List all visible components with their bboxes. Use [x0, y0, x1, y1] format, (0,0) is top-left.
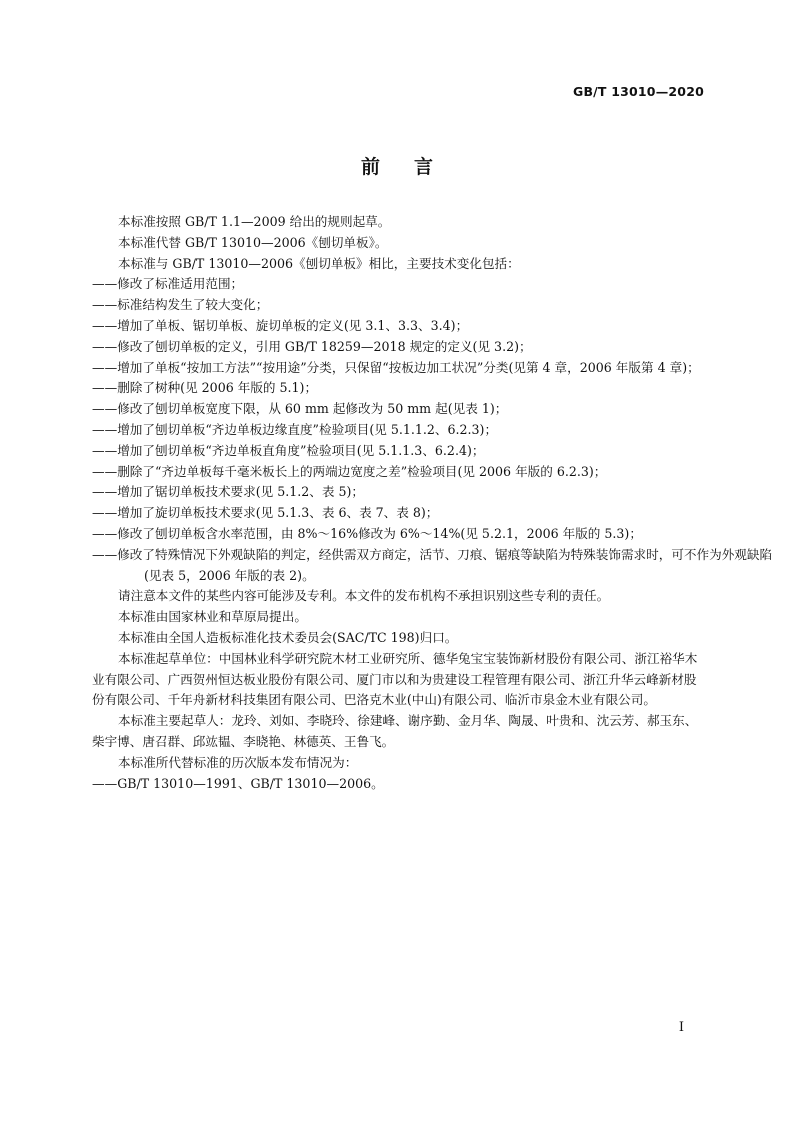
change-item: ——删除了“齐边单板每千毫米板长上的两端边宽度之差”检验项目(见 2006 年版的 6.2.3)； — [92, 463, 607, 479]
changes-list — [92, 274, 773, 586]
change-item: ——修改了标准适用范围； — [92, 276, 244, 292]
paragraph-drafting-units: 本标准起草单位：中国林业科学研究院木材工业研究所、德华兔宝宝装饰新材股份有限公司、浙江裕华木业有限公司、广西贺州恒达板业股份有限公司、厦门市以和为贵建设工程管理有限公司、浙江升华云峰新材股份有限公司、千年舟新材科技集团有限公司、巴洛克木业(中山)有限公司、临沂市泉金木业有限公司。 — [92, 650, 698, 708]
change-item: ——增加了刨切单板“齐边单板边缘直度”检验项目(见 5.1.1.2、6.2.3)； — [92, 421, 498, 437]
history-item: ——GB/T 13010—1991、GB/T 13010—2006。 — [92, 775, 384, 791]
paragraph-patent-notice: 请注意本文件的某些内容可能涉及专利。本文件的发布机构不承担识别这些专利的责任。 — [118, 588, 610, 604]
change-item: ——修改了刨切单板宽度下限，从 60 mm 起修改为 50 mm 起(见表 1)； — [92, 401, 508, 417]
paragraph-history-intro: 本标准所代替标准的历次版本发布情况为： — [118, 754, 358, 770]
change-item: ——增加了刨切单板“齐边单板直角度”检验项目(见 5.1.1.3、6.2.4)； — [92, 442, 485, 458]
change-item: ——修改了刨切单板的定义，引用 GB/T 18259—2018 规定的定义(见 3.2)； — [92, 338, 532, 354]
change-item: ——修改了特殊情况下外观缺陷的判定，经供需双方商定，活节、刀痕、锯痕等缺陷为特殊装饰需求时，可不作为外观缺陷(见表 5，2006 年版的表 2)。 — [92, 546, 773, 583]
page-title: 前言 — [360, 156, 467, 178]
page-number: I — [678, 1020, 684, 1035]
standard-number: GB/T 13010—2020 — [572, 84, 704, 99]
paragraph-drafters: 本标准主要起草人：龙玲、刘如、李晓玲、徐建峰、谢序勤、金月华、陶晟、叶贵和、沈云芳、郝玉东、柴宇博、唐召群、邱竑韫、李晓艳、林德英、王鲁飞。 — [92, 713, 698, 749]
foreword-body — [92, 212, 773, 794]
change-item: ——删除了树种(见 2006 年版的 5.1)； — [92, 380, 318, 396]
change-item: ——增加了锯切单板技术要求(见 5.1.2、表 5)； — [92, 484, 364, 500]
paragraph-drafting-rules: 本标准按照 GB/T 1.1—2009 给出的规则起草。 — [118, 214, 391, 229]
paragraph-replaces: 本标准代替 GB/T 13010—2006《刨切单板》。 — [118, 234, 388, 250]
paragraph-committee: 本标准由全国人造板标准化技术委员会(SAC/TC 198)归口。 — [118, 629, 458, 645]
paragraph-proposer: 本标准由国家林业和草原局提出。 — [118, 609, 307, 625]
change-item: ——修改了刨切单板含水率范围，由 8%～16%修改为 6%～14%(见 5.2.1，2006 年版的 5.3)； — [92, 525, 642, 541]
change-item: ——标准结构发生了较大变化； — [92, 297, 269, 313]
change-item: ——增加了单板、锯切单板、旋切单板的定义(见 3.1、3.3、3.4)； — [92, 317, 469, 333]
paragraph-changes-intro: 本标准与 GB/T 13010—2006《刨切单板》相比，主要技术变化包括： — [118, 255, 520, 271]
change-item: ——增加了单板“按加工方法”“按用途”分类，只保留“按板边加工状况”分类(见第 4 章，2006 年版第 4 章)； — [92, 359, 700, 375]
change-item: ——增加了旋切单板技术要求(见 5.1.3、表 6、表 7、表 8)； — [92, 505, 439, 521]
